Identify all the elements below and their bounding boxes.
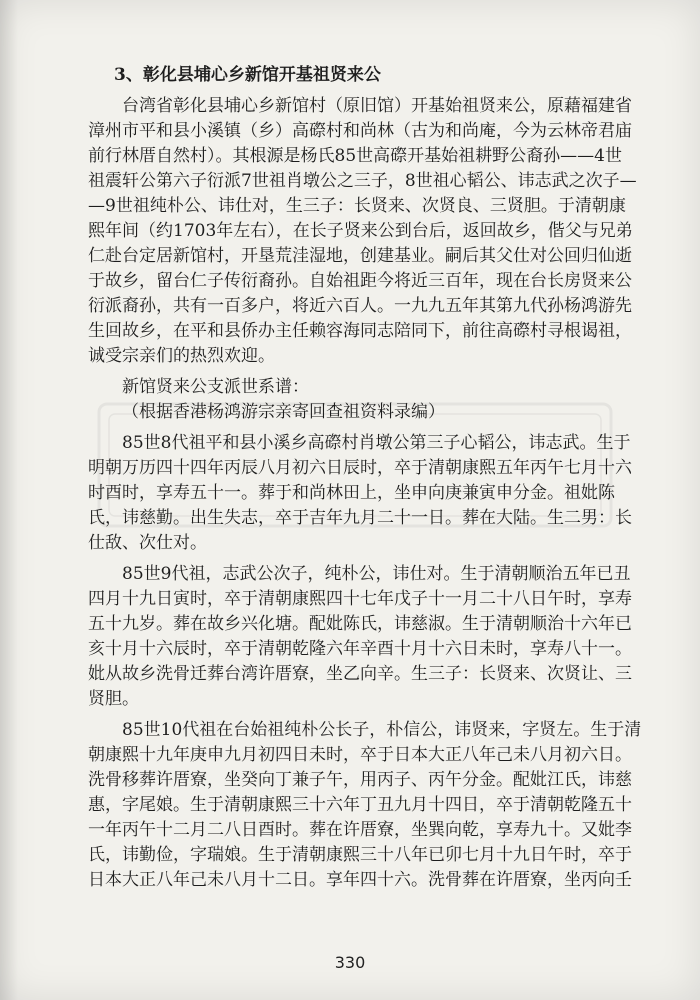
paragraph-generation-9 bbox=[88, 562, 648, 712]
text-line: 惠，字尾娘。生于清朝康熙三十六年丁丑九月十四日，卒于清朝乾隆五十 bbox=[88, 795, 632, 815]
text-line: 贤胆。 bbox=[88, 689, 139, 709]
text-line: 仁赴台定居新馆村，开垦荒洼湿地，创建基业。嗣后其父仕对公回归仙逝 bbox=[88, 246, 632, 266]
text-line: 明朝万历四十四年丙辰八月初六日辰时，卒于清朝康熙五年丙午七月十六 bbox=[88, 458, 632, 478]
text-line: 五十九岁。葬在故乡兴化塘。配妣陈氏，讳慈淑。生于清朝顺治十六年已 bbox=[88, 614, 632, 634]
text-line: 洗骨移葬许厝寮，坐癸向丁兼子午，用丙子、丙午分金。配妣江氏，讳慈 bbox=[88, 770, 632, 790]
genealogy-heading: 新馆贤来公支派世系谱： bbox=[122, 377, 309, 397]
text-line: 漳州市平和县小溪镇（乡）高磜村和尚林（古为和尚庵，今为云林帝君庙 bbox=[88, 121, 632, 141]
text-line: 85世8代祖平和县小溪乡高磜村肖墩公第三子心韬公，讳志武。生于 bbox=[122, 433, 631, 453]
text-line: 氏，讳勤俭，字瑞娘。生于清朝康熙三十八年已卯七月十九日午时，卒于 bbox=[88, 845, 632, 865]
text-line: 85世9代祖，志武公次子，纯朴公，讳仕对。生于清朝顺治五年已丑 bbox=[122, 564, 631, 584]
paragraph-origin bbox=[88, 94, 648, 369]
genealogy-source-note: （根据香港杨鸿游宗亲寄回查祖资料录编） bbox=[122, 402, 445, 422]
text-line: —9世祖纯朴公、讳仕对，生三子：长贤来、次贤良、三贤胆。于清朝康 bbox=[88, 196, 626, 216]
text-line: 诚受宗亲们的热烈欢迎。 bbox=[88, 346, 275, 366]
page-number: 330 bbox=[334, 953, 366, 972]
section-title: 3、彰化县埔心乡新馆开基祖贤来公 bbox=[114, 65, 381, 85]
text-line: 日本大正八年己未八月十二日。享年四十六。洗骨葬在许厝寮，坐丙向壬 bbox=[88, 870, 632, 890]
text-line: 妣从故乡洗骨迁葬台湾许厝寮，坐乙向辛。生三子：长贤来、次贤让、三 bbox=[88, 664, 632, 684]
text-line: 祖震轩公第六子衍派7世祖肖墩公之三子，8世祖心韬公、讳志武之次子— bbox=[88, 171, 637, 191]
text-line: 衍派裔孙，共有一百多户，将近六百人。一九九五年其第九代孙杨鸿游先 bbox=[88, 296, 632, 316]
text-line: 亥十月十六辰时，卒于清朝乾隆六年辛酉十月十六日未时，享寿八十一。 bbox=[88, 639, 632, 659]
text-line: 熙年间（约1703年左右），在长子贤来公到台后，返回故乡，偕父与兄弟 bbox=[88, 221, 633, 241]
text-line: 于故乡，留台仁子传衍裔孙。自始祖距今将近三百年，现在台长房贤来公 bbox=[88, 271, 632, 291]
text-line: 四月十九日寅时，卒于清朝康熙四十七年戊子十一月二十八日午时，享寿 bbox=[88, 589, 632, 609]
page-content bbox=[88, 63, 648, 893]
paragraph-generation-8 bbox=[88, 431, 648, 556]
text-line: 氏，讳慈勤。出生失志，卒于吉年九月二十一日。葬在大陆。生二男：长 bbox=[88, 508, 632, 528]
text-line: 台湾省彰化县埔心乡新馆村（原旧馆）开基始祖贤来公，原藉福建省 bbox=[122, 96, 632, 116]
text-line: 一年丙午十二月二八日酉时。葬在许厝寮，坐巽向乾，享寿九十。又妣李 bbox=[88, 820, 632, 840]
text-line: 生回故乡，在平和县侨办主任赖容海同志陪同下，前往高磜村寻根谒祖， bbox=[88, 321, 632, 341]
text-line: 前行林厝自然村）。其根源是杨氏85世高磜开基始祖耕野公裔孙——4世 bbox=[88, 146, 622, 166]
text-line: 时酉时，享寿五十一。葬于和尚林田上，坐申向庚兼寅申分金。祖妣陈 bbox=[88, 483, 615, 503]
paragraph-generation-10 bbox=[88, 718, 648, 893]
text-line: 85世10代祖在台始祖纯朴公长子，朴信公，讳贤来，字贤左。生于清 bbox=[122, 720, 642, 740]
text-line: 仕敌、次仕对。 bbox=[88, 533, 207, 553]
text-line: 朝康熙十九年庚申九月初四日未时，卒于日本大正八年己未八月初六日。 bbox=[88, 745, 632, 765]
